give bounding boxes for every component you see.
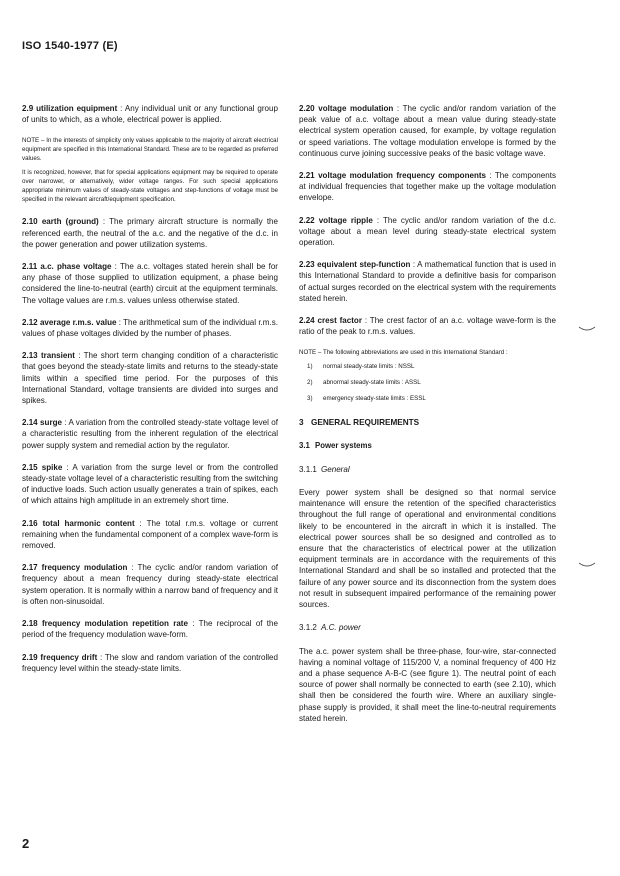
clause-term: a.c. phase voltage xyxy=(40,262,112,272)
clause-text: A variation from the surge level or from the controlled steady-state voltage level of a characteristic resulting from the switching of inductive loads. Such action usually generates a train of spikes, each of which attains high amplitude in an extremely short time. xyxy=(22,462,278,506)
clause-number: 2.12 xyxy=(22,317,38,327)
clause-number: 2.16 xyxy=(22,518,38,528)
list-item xyxy=(307,378,556,387)
clause-text: The short term changing condition of a characteristic that goes beyond the steady-state limits and returns to the steady-state limits within a specified time period. For the purposes of this International Standard, voltage transients are divided into surges and spikes. xyxy=(22,351,278,406)
clause-number: 2.21 xyxy=(299,171,315,181)
section-title: A.C. power xyxy=(321,623,361,633)
right-column xyxy=(299,103,556,736)
section-title: GENERAL REQUIREMENTS xyxy=(311,418,420,428)
page-number: 2 xyxy=(22,836,30,851)
clause-term: frequency modulation repetition rate xyxy=(41,619,188,629)
clause-text: The total r.m.s. voltage or current remaining when the fundamental component of a complex wave-form is removed. xyxy=(22,518,278,551)
definition-2-9: 2.9 utilization equipment : Any individual unit or any functional group of units to which, as a whole, electrical power is applied. xyxy=(22,104,278,125)
section-heading-3-1-2 xyxy=(299,622,556,633)
clause-term: spike xyxy=(41,462,63,472)
definition-2-13: 2.13 transient : The short term changing condition of a characteristic that goes beyond the steady-state limits and returns to the steady-state limits within a specified time period. For the purposes of this International Standard, voltage transients are divided into surges and spikes. xyxy=(22,351,278,406)
list-item xyxy=(307,394,556,403)
abbreviation-list xyxy=(299,362,556,403)
definition-2-19: 2.19 frequency drift : The slow and random variation of the controlled frequency level within the steady-state limits. xyxy=(22,652,278,673)
definition-2-22: 2.22 voltage ripple : The cyclic and/or random variation of the d.c. voltage about a mean level during steady-state electrical system operation. xyxy=(299,215,557,248)
clause-number: 2.15 xyxy=(22,462,38,472)
clause-text: The cyclic and/or random variation of frequency about a mean frequency during steady-state electrical system operation. It is normally within a narrow band of frequency and it is often non-sinusoidal. xyxy=(22,563,278,606)
section-number: 3.1.1 xyxy=(299,464,317,474)
definition-2-23: 2.23 equivalent step-function : A mathematical function that is used in this International Standard to provide a definitive basis for comparison of actual surges recorded on the electrical system with the requirements stated herein. xyxy=(299,260,556,303)
left-column xyxy=(22,103,278,685)
clause-text: The components at individual frequencies that together make up the voltage modulation envelope. xyxy=(299,171,556,203)
clause-number: 2.17 xyxy=(22,563,38,573)
paragraph-3-1-2: The a.c. power system shall be three-phase, four-wire, star-connected having a nominal voltage of 115/200 V, a nominal frequency of 400 Hz and a phase sequence A-B-C (see figure 1). The neutral point of each source of power shall normally be connected to earth (see 2.10), which shall then be considered the fourth wire. Where an auxiliary single-phase supply is provided, it shall meet the line-to-neutral requirements stated herein. xyxy=(299,646,556,723)
definition-2-10: 2.10 earth (ground) : The primary aircraft structure is normally the referenced earth, the neutral of the a.c. and the negative of the d.c. in the power generation and power utilization systems. xyxy=(22,217,279,249)
note-2-9: NOTE – In the interests of simplicity only values applicable to the majority of aircraft electrical equipment are specified in this International Standard. These are to be regarded as preferred values. xyxy=(22,137,278,163)
list-item-text: emergency steady-state limits : ESSL xyxy=(323,395,426,403)
clause-text: A mathematical function that is used in this International Standard to provide a definitive basis for comparison of actual surges recorded on the electrical system with the requirements stated herein. xyxy=(299,260,556,303)
clause-text: The arithmetical sum of the individual r.m.s. values of phase voltages divided by the number of phases. xyxy=(22,317,278,339)
section-number: 3.1.2 xyxy=(299,623,317,633)
note-abbreviations: NOTE – The following abbreviations are used in this International Standard : xyxy=(299,349,508,357)
clause-text: A variation from the controlled steady-state voltage level of a characteristic resulting from the inherent regulation of the electrical power supply system and remedial action by the regulator. xyxy=(22,418,278,450)
list-item-text: abnormal steady-state limits : ASSL xyxy=(323,379,421,387)
clause-term: frequency modulation xyxy=(41,563,128,573)
list-item xyxy=(307,362,556,371)
section-number: 3 xyxy=(299,418,304,428)
clause-text: The primary aircraft structure is normally the referenced earth, the neutral of the a.c. and the negative of the d.c. in the power generation and power utilization systems. xyxy=(22,217,279,249)
definition-2-17: 2.17 frequency modulation : The cyclic and/or random variation of frequency about a mean frequency during steady-state electrical system operation. It is normally within a narrow band of frequency and it is often non-sinusoidal. xyxy=(22,563,278,606)
clause-number: 2.20 xyxy=(299,104,315,113)
clause-number: 2.22 xyxy=(299,215,315,225)
clause-term: voltage modulation frequency components xyxy=(318,171,487,181)
clause-text: The cyclic and/or random variation of the peak value of a.c. voltage about a mean value during steady-state electrical system operation caused, for example, by voltage regulation or speed variations. The voltage modulation envelope is formed by the continuous curve joining successive peaks of the basic voltage wave. xyxy=(299,104,556,158)
definition-2-20: 2.20 voltage modulation : The cyclic and/or random variation of the peak value of a.c. voltage about a mean value during steady-state electrical system operation caused, for example, by voltage regulation or speed variations. The voltage modulation envelope is formed by the continuous curve joining successive peaks of the basic voltage wave. xyxy=(299,104,556,158)
section-title: General xyxy=(321,464,350,474)
clause-text: The slow and random variation of the controlled frequency level within the steady-state limits. xyxy=(22,652,278,673)
clause-number: 2.13 xyxy=(22,351,38,361)
clause-term: surge xyxy=(40,418,62,428)
clause-text: The crest factor of an a.c. voltage wave-form is the ratio of the peak to r.m.s. values. xyxy=(299,316,556,337)
section-number: 3.1 xyxy=(299,440,310,450)
definition-2-14: 2.14 surge : A variation from the controlled steady-state voltage level of a characteristic resulting from the inherent regulation of the electrical power supply system and remedial action by the regulator. xyxy=(22,418,278,450)
clause-term: crest factor xyxy=(317,316,362,326)
clause-term: average r.m.s. value xyxy=(39,317,117,327)
clause-number: 2.18 xyxy=(22,619,38,629)
clause-text: The cyclic and/or random variation of the d.c. voltage about a mean level during steady-state electrical system operation. xyxy=(299,215,557,248)
clause-term: total harmonic content xyxy=(42,518,135,528)
clause-number: 2.10 xyxy=(22,217,38,227)
list-marker: 3) xyxy=(307,395,313,403)
clause-term: utilization equipment xyxy=(36,104,118,113)
clause-term: earth (ground) xyxy=(41,217,99,227)
list-item-text: normal steady-state limits : NSSL xyxy=(323,363,415,371)
section-heading-3-1 xyxy=(299,440,556,451)
clause-term: equivalent step-function xyxy=(317,260,411,270)
paragraph-3-1-1: Every power system shall be designed so that normal service maintenance will ensure the retention of the specified characteristics throughout the full range of operational and environmental conditions likely to be encountered in the aircraft in which it is installed. The electrical power sources shall be so designed and controlled as to ensure that the characteristics of electrical power at the utilization equipment terminals are in accordance with the requirements of this International Standard and shall be so installed and protected that the failure of any power source and its disconnection from the system does not result in subsequent impaired performance of the remaining power sources. xyxy=(299,488,556,610)
clause-term: transient xyxy=(40,351,75,361)
clause-number: 2.14 xyxy=(22,418,38,428)
clause-number: 2.11 xyxy=(22,262,38,272)
list-marker: 1) xyxy=(307,363,313,371)
definition-2-16: 2.16 total harmonic content : The total r.m.s. voltage or current remaining when the fundamental component of a complex wave-form is removed. xyxy=(22,518,278,551)
section-title: Power systems xyxy=(315,440,372,450)
clause-number: 2.9 xyxy=(22,104,34,113)
definition-2-24: 2.24 crest factor : The crest factor of an a.c. voltage wave-form is the ratio of the peak to r.m.s. values. xyxy=(299,316,556,337)
definition-2-12: 2.12 average r.m.s. value : The arithmetical sum of the individual r.m.s. values of phase voltages divided by the number of phases. xyxy=(22,317,278,339)
note-2-9-continued: It is recognized, however, that for special applications equipment may be required to operate over narrower, or alternatively, wider voltage ranges. For such special applications appropriate minimum values of steady-state voltages and step-functions of voltage must be specified in the relevant aircraft/equipment specification. xyxy=(22,169,278,204)
clause-number: 2.24 xyxy=(299,316,315,326)
definition-2-15: 2.15 spike : A variation from the surge level or from the controlled steady-state voltage level of a characteristic resulting from the switching of inductive loads. Such action usually generates a train of spikes, each of which attains high amplitude in an extremely short time. xyxy=(22,462,278,506)
definition-2-21: 2.21 voltage modulation frequency components : The components at individual frequencies that together make up the voltage modulation envelope. xyxy=(299,171,556,203)
document-header: ISO 1540-1977 (E) xyxy=(22,40,118,52)
clause-number: 2.19 xyxy=(22,652,38,662)
definition-2-18: 2.18 frequency modulation repetition rate : The reciprocal of the period of the frequency modulation wave-form. xyxy=(22,619,278,640)
clause-number: 2.23 xyxy=(299,260,315,270)
clause-text: The reciprocal of the period of the frequency modulation wave-form. xyxy=(22,619,278,640)
margin-mark xyxy=(578,562,596,568)
list-marker: 2) xyxy=(307,379,313,387)
section-heading-3-1-1 xyxy=(299,464,556,475)
clause-term: voltage modulation xyxy=(318,104,394,113)
section-heading-3 xyxy=(299,417,556,428)
definition-2-11: 2.11 a.c. phase voltage : The a.c. voltages stated herein shall be for any phase of those supplied to utilization equipment, a phase being considered the line-to-neutral (earth) circuit at the equipment terminals. The voltage values are r.m.s. values unless otherwise stated. xyxy=(22,262,278,305)
margin-mark xyxy=(578,326,596,332)
clause-term: voltage ripple xyxy=(318,215,373,225)
clause-term: frequency drift xyxy=(40,652,98,662)
clause-text: The a.c. voltages stated herein shall be for any phase of those supplied to utilization equipment, a phase being considered the line-to-neutral (earth) circuit at the equipment terminals. The voltage values are r.m.s. values unless otherwise stated. xyxy=(22,262,278,305)
clause-text: Any individual unit or any functional group of units to which, as a whole, electrical power is applied. xyxy=(22,104,278,125)
